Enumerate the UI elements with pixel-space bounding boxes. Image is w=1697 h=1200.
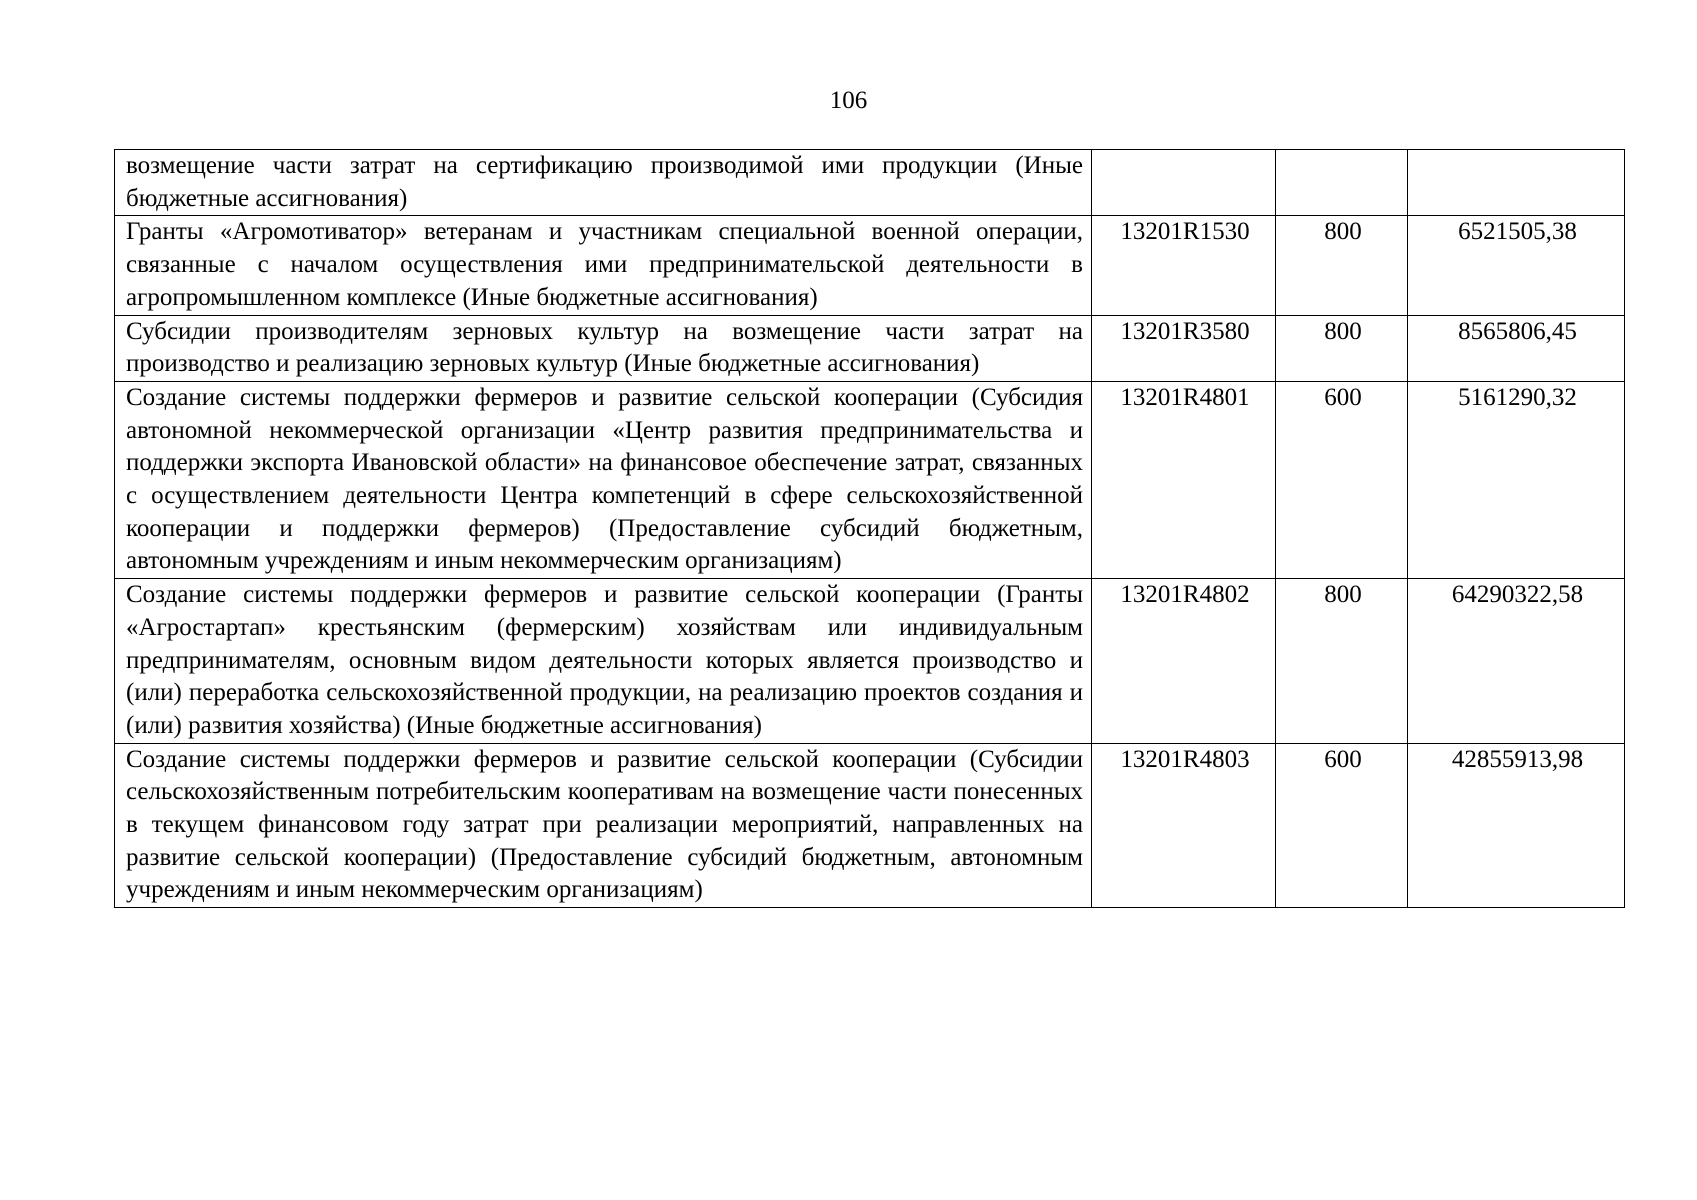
row-amount bbox=[1408, 150, 1625, 216]
row-description: возмещение части затрат на сертификацию производимой ими продукции (Иные бюджетные ассигнования) bbox=[115, 150, 1092, 216]
table-row bbox=[115, 579, 1625, 744]
table-row bbox=[115, 150, 1625, 216]
row-expense-type: 800 bbox=[1276, 315, 1408, 381]
page-number: 106 bbox=[829, 87, 868, 114]
row-description: Создание системы поддержки фермеров и развитие сельской кооперации (Субсидия автономной некоммерческой организации «Центр развития предпринимательства и поддержки экспорта Ивановской области» на финансовое обеспечение затрат, связанных с осуществлением деятельности Центра компетенций в сфере сельскохозяйственной кооперации и поддержки фермеров) (Предоставление субсидий бюджетным, автономным учреждениям и иным некоммерческим организациям) bbox=[115, 381, 1092, 578]
row-code: 13201R3580 bbox=[1092, 315, 1276, 381]
row-expense-type: 600 bbox=[1276, 743, 1408, 908]
row-code: 13201R4802 bbox=[1092, 579, 1276, 744]
row-code: 13201R1530 bbox=[1092, 216, 1276, 315]
row-amount: 6521505,38 bbox=[1408, 216, 1625, 315]
row-code: 13201R4801 bbox=[1092, 381, 1276, 578]
row-description: Создание системы поддержки фермеров и развитие сельской кооперации (Гранты «Агростартап» крестьянским (фермерским) хозяйствам или индивидуальным предпринимателям, основным видом деятельности которых является производство и (или) переработка сельскохозяйственной продукции, на реализацию проектов создания и (или) развития хозяйства) (Иные бюджетные ассигнования) bbox=[115, 579, 1092, 744]
row-amount: 42855913,98 bbox=[1408, 743, 1625, 908]
row-expense-type: 800 bbox=[1276, 579, 1408, 744]
row-expense-type: 600 bbox=[1276, 381, 1408, 578]
row-amount: 64290322,58 bbox=[1408, 579, 1625, 744]
row-description: Создание системы поддержки фермеров и развитие сельской кооперации (Субсидии сельскохозяйственным потребительским кооперативам на возмещение части понесенных в текущем финансовом году затрат при реализации мероприятий, направленных на развитие сельской кооперации) (Предоставление субсидий бюджетным, автономным учреждениям и иным некоммерческим организациям) bbox=[115, 743, 1092, 908]
row-code bbox=[1092, 150, 1276, 216]
table-row bbox=[115, 315, 1625, 381]
row-amount: 5161290,32 bbox=[1408, 381, 1625, 578]
row-description: Субсидии производителям зерновых культур на возмещение части затрат на производство и реализацию зерновых культур (Иные бюджетные ассигнования) bbox=[115, 315, 1092, 381]
budget-table bbox=[114, 149, 1625, 908]
row-description: Гранты «Агромотиватор» ветеранам и участникам специальной военной операции, связанные с началом осуществления ими предпринимательской деятельности в агропромышленном комплексе (Иные бюджетные ассигнования) bbox=[115, 216, 1092, 315]
row-amount: 8565806,45 bbox=[1408, 315, 1625, 381]
table-row bbox=[115, 381, 1625, 578]
table-row bbox=[115, 216, 1625, 315]
row-expense-type: 800 bbox=[1276, 216, 1408, 315]
table-row bbox=[115, 743, 1625, 908]
row-code: 13201R4803 bbox=[1092, 743, 1276, 908]
row-expense-type bbox=[1276, 150, 1408, 216]
